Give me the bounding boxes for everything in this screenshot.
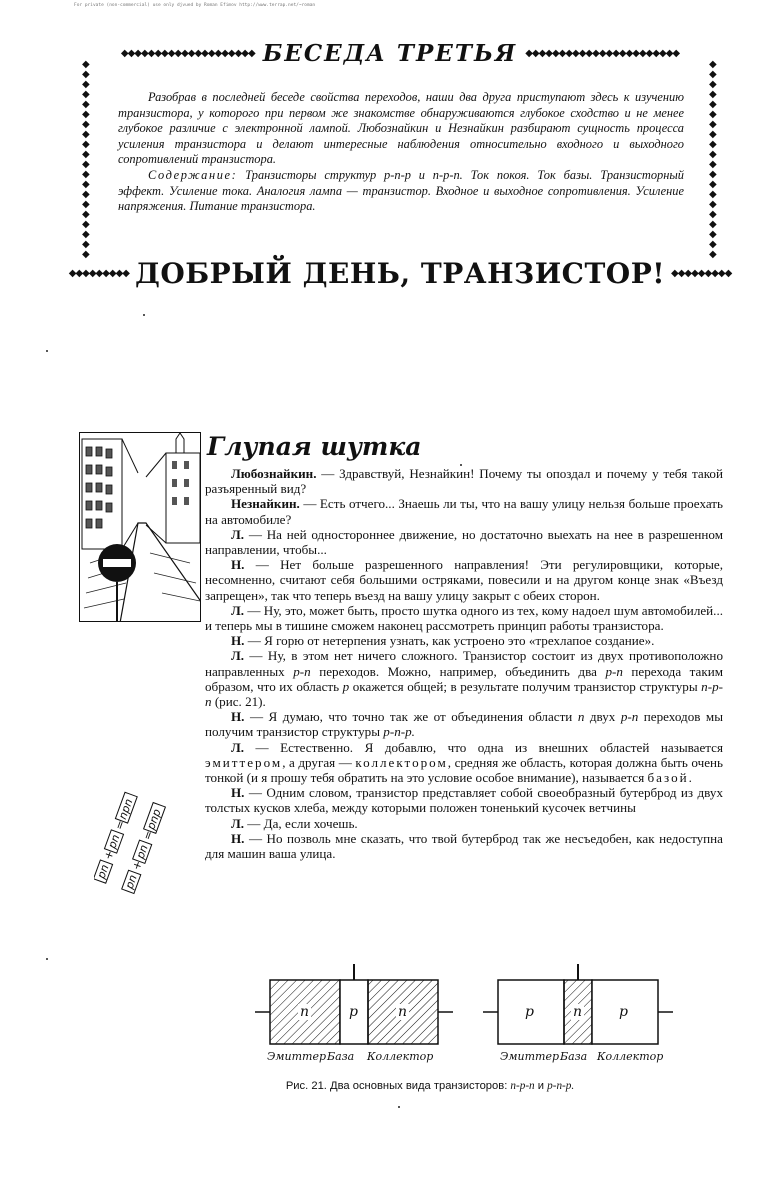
formula-term: pn: [105, 832, 123, 851]
watermark-note: For private (non-commercial) use only djvued by Roman Efimov http://www.terrap.net/~roman: [74, 3, 316, 8]
dialogue-line: [205, 557, 723, 603]
line-text: перехода таким образом, что их область: [205, 663, 723, 694]
speaker: Н.: [231, 633, 245, 649]
contents-text: Транзисторы структур p-n-p и n-p-n. Ток покоя. Ток базы. Транзисторный эффект. Усиление тока. Аналогия лампа — транзистор. Входное и выходное сопротивления. Усиление напряжения. Питание транзистора.: [118, 167, 684, 214]
pnp-right-label: p: [619, 1004, 628, 1020]
line-text: — Да, если хочешь.: [244, 815, 358, 831]
line-text: , средняя же область, которая должна быть очень тонкой (и я прошу тебя обратить на это условие особое внимание), называется: [205, 754, 724, 786]
pnp-base-label: База: [560, 1050, 588, 1063]
caption-text: Рис. 21. Два основных вида транзисторов:: [285, 1080, 511, 1092]
section-title: Глупая шутка: [207, 432, 422, 461]
line-text: — Есть отчего... Знаешь ли ты, что на вашу улицу нельзя больше проехать на автомобиле?: [205, 496, 723, 527]
formula-plus: +: [101, 848, 117, 862]
speck: [46, 350, 48, 352]
intro-paragraph: Разобрав в последней беседе свойства переходов, наши два друга приступают здесь к изучению транзистора, у которого при первом же знакомстве обнаруживаются глубокое сходство и не менее глубокое различие с электронной лампой. Любознайкин и Незнайкин разбирают сущность процесса усиления транзистора и делают интересные наблюдения относительно входного и выходного сопротивлений транзистора.: [118, 90, 684, 167]
speaker: Н.: [231, 709, 245, 725]
speaker: Л.: [231, 739, 245, 755]
line-text: , а другая —: [282, 754, 356, 770]
line-text: — На ней одностороннее движение, но достаточно выехать на нее в разрешенном направлении, чтобы...: [205, 526, 723, 558]
line-text: — Я думаю, что точно так же от объединения области: [244, 709, 578, 725]
dialogue-line: [205, 603, 723, 633]
pnp-mid-label: n: [573, 1004, 583, 1020]
line-text: — Ну, это, может быть, просто шутка одного из тех, кому надоел шум автомобилей... и теперь мы в тишине сможем наконец рассмотреть принцип работы транзистора.: [205, 602, 723, 634]
speaker: Л.: [231, 526, 245, 542]
line-text: окажется общей; в результате получим транзистор структуры: [349, 678, 702, 694]
term: n-p-n: [205, 678, 723, 710]
term: p-n: [605, 663, 623, 679]
formula-plus: +: [129, 858, 145, 872]
npn-left-label: n: [300, 1004, 310, 1020]
speck: [143, 314, 145, 316]
speaker: Н.: [231, 830, 245, 846]
speaker: Л.: [231, 648, 245, 664]
dialogue-line: [205, 785, 723, 815]
npn-base-label: База: [327, 1050, 355, 1063]
line-text: — Здравствуй, Незнайкин! Почему ты опоздал и почему у тебя такой разъяренный вид?: [205, 466, 723, 497]
dialogue-line: [205, 527, 723, 557]
figure-caption: [200, 1080, 660, 1092]
formula-term: pn: [122, 873, 140, 891]
chapter-headline: ДОБРЫЙ ДЕНЬ, ТРАНЗИСТОР!: [134, 256, 666, 290]
diamond-border-left: ◆◆◆◆◆◆◆◆◆◆◆◆◆◆◆◆◆◆◆◆: [120, 47, 255, 59]
line-text: — Одним словом, транзистор представляет собой своеобразный бутерброд из двух толстых кусков хлеба, между которыми положен тоненький кусочек ветчины: [205, 785, 723, 816]
npn-mid-label: p: [349, 1004, 358, 1020]
term: эмиттером: [205, 754, 283, 770]
speaker: Л.: [231, 602, 245, 618]
dialogue-line: [205, 633, 723, 648]
line-text: — Но позволь мне сказать, что твой бутерброд так же несъедобен, как недоступна для машин ваша улица.: [205, 830, 723, 862]
dialogue: [205, 466, 723, 861]
dialogue-line: [205, 709, 723, 739]
term: p-n: [293, 663, 311, 679]
headline-row: [68, 250, 732, 296]
dialogue-line: [205, 648, 723, 709]
term: p: [342, 678, 350, 694]
line-text: переходов. Можно, например, объединить два: [310, 663, 606, 679]
npn-collector-label: Коллектор: [367, 1050, 434, 1063]
formula-result: npn: [116, 797, 136, 822]
dialogue-line: [205, 740, 723, 786]
speaker: Любознайкин.: [231, 466, 317, 481]
speck: [46, 958, 48, 960]
line-text: .: [688, 770, 692, 786]
speck: [398, 1106, 400, 1108]
dialogue-line: [205, 816, 723, 831]
street-drawing: [80, 433, 201, 622]
caption-term: p-n-p.: [547, 1080, 575, 1092]
dialogue-line: [205, 466, 723, 496]
term: n: [577, 709, 585, 725]
contents-label: Содержание:: [148, 167, 238, 182]
npn-emitter-label: Эмиттер: [267, 1050, 327, 1063]
dialogue-line: [205, 496, 723, 526]
diamond-border-right: ◆◆◆◆◆◆◆◆◆◆◆◆◆◆◆◆◆◆◆◆◆◆◆: [525, 47, 680, 59]
term: p-n: [620, 709, 639, 725]
chapter-title-row: [82, 38, 718, 68]
caption-text: и: [534, 1080, 548, 1092]
transistor-diagrams: [255, 962, 675, 1052]
caption-term: n-p-n: [510, 1080, 535, 1092]
speaker: Л.: [231, 815, 245, 831]
speaker: Н.: [231, 557, 245, 573]
term: p-n-p.: [383, 724, 415, 740]
formula-eq: =: [140, 828, 156, 842]
formula-term: pn: [133, 842, 151, 861]
chapter-title: БЕСЕДА ТРЕТЬЯ: [262, 39, 518, 67]
line-text: — Я горю от нетерпения узнать, как устроено это «трехлапое создание».: [244, 633, 655, 649]
speaker: Н.: [231, 785, 245, 801]
formula-eq: =: [112, 818, 128, 832]
term: базой: [647, 770, 689, 786]
line-text: — Ну, в этом нет ничего сложного. Транзистор состоит из двух противоположно направленных: [205, 648, 723, 679]
formula-result: pnp: [144, 807, 164, 832]
chapter-intro: [118, 90, 684, 215]
figure-21: [255, 962, 675, 1072]
line-text: — Нет больше разрешенного направления! Эти регулировщики, которые, несомненно, считают себя большими остряками, повесили и на другом конце знак «Въезд запрещен», так что теперь въезд на вашу улицу закрыт с обеих сторон.: [205, 557, 723, 603]
diamond-border-left-side: ◆ ◆ ◆ ◆ ◆ ◆ ◆ ◆ ◆ ◆ ◆ ◆ ◆ ◆ ◆ ◆ ◆ ◆ ◆ ◆: [82, 60, 90, 260]
line-text: — Естественно. Я добавлю, что одна из внешних областей называется: [244, 739, 723, 755]
line-text: двух: [584, 709, 621, 725]
line-text: переходов мы получим транзистор структуры: [205, 709, 723, 740]
dialogue-line: [205, 831, 723, 861]
pnp-emitter-label: Эмиттер: [500, 1050, 560, 1063]
street-illustration: [79, 432, 201, 622]
speaker: Незнайкин.: [231, 496, 300, 512]
diamond-border-bottom-right: ◆◆◆◆◆◆◆◆◆: [671, 267, 732, 279]
pn-formula-illustration: [94, 786, 178, 896]
formula-drawing: [94, 786, 178, 896]
diamond-border-right-side: ◆ ◆ ◆ ◆ ◆ ◆ ◆ ◆ ◆ ◆ ◆ ◆ ◆ ◆ ◆ ◆ ◆ ◆ ◆ ◆: [709, 60, 717, 260]
line-text: (рис. 21).: [211, 694, 266, 710]
npn-right-label: n: [398, 1004, 408, 1020]
diamond-border-bottom-left: ◆◆◆◆◆◆◆◆◆: [68, 267, 129, 279]
pnp-collector-label: Коллектор: [597, 1050, 664, 1063]
pnp-left-label: p: [525, 1004, 534, 1020]
contents-paragraph: [118, 168, 684, 215]
formula-term: pn: [94, 862, 112, 881]
term: коллектором: [355, 754, 448, 770]
